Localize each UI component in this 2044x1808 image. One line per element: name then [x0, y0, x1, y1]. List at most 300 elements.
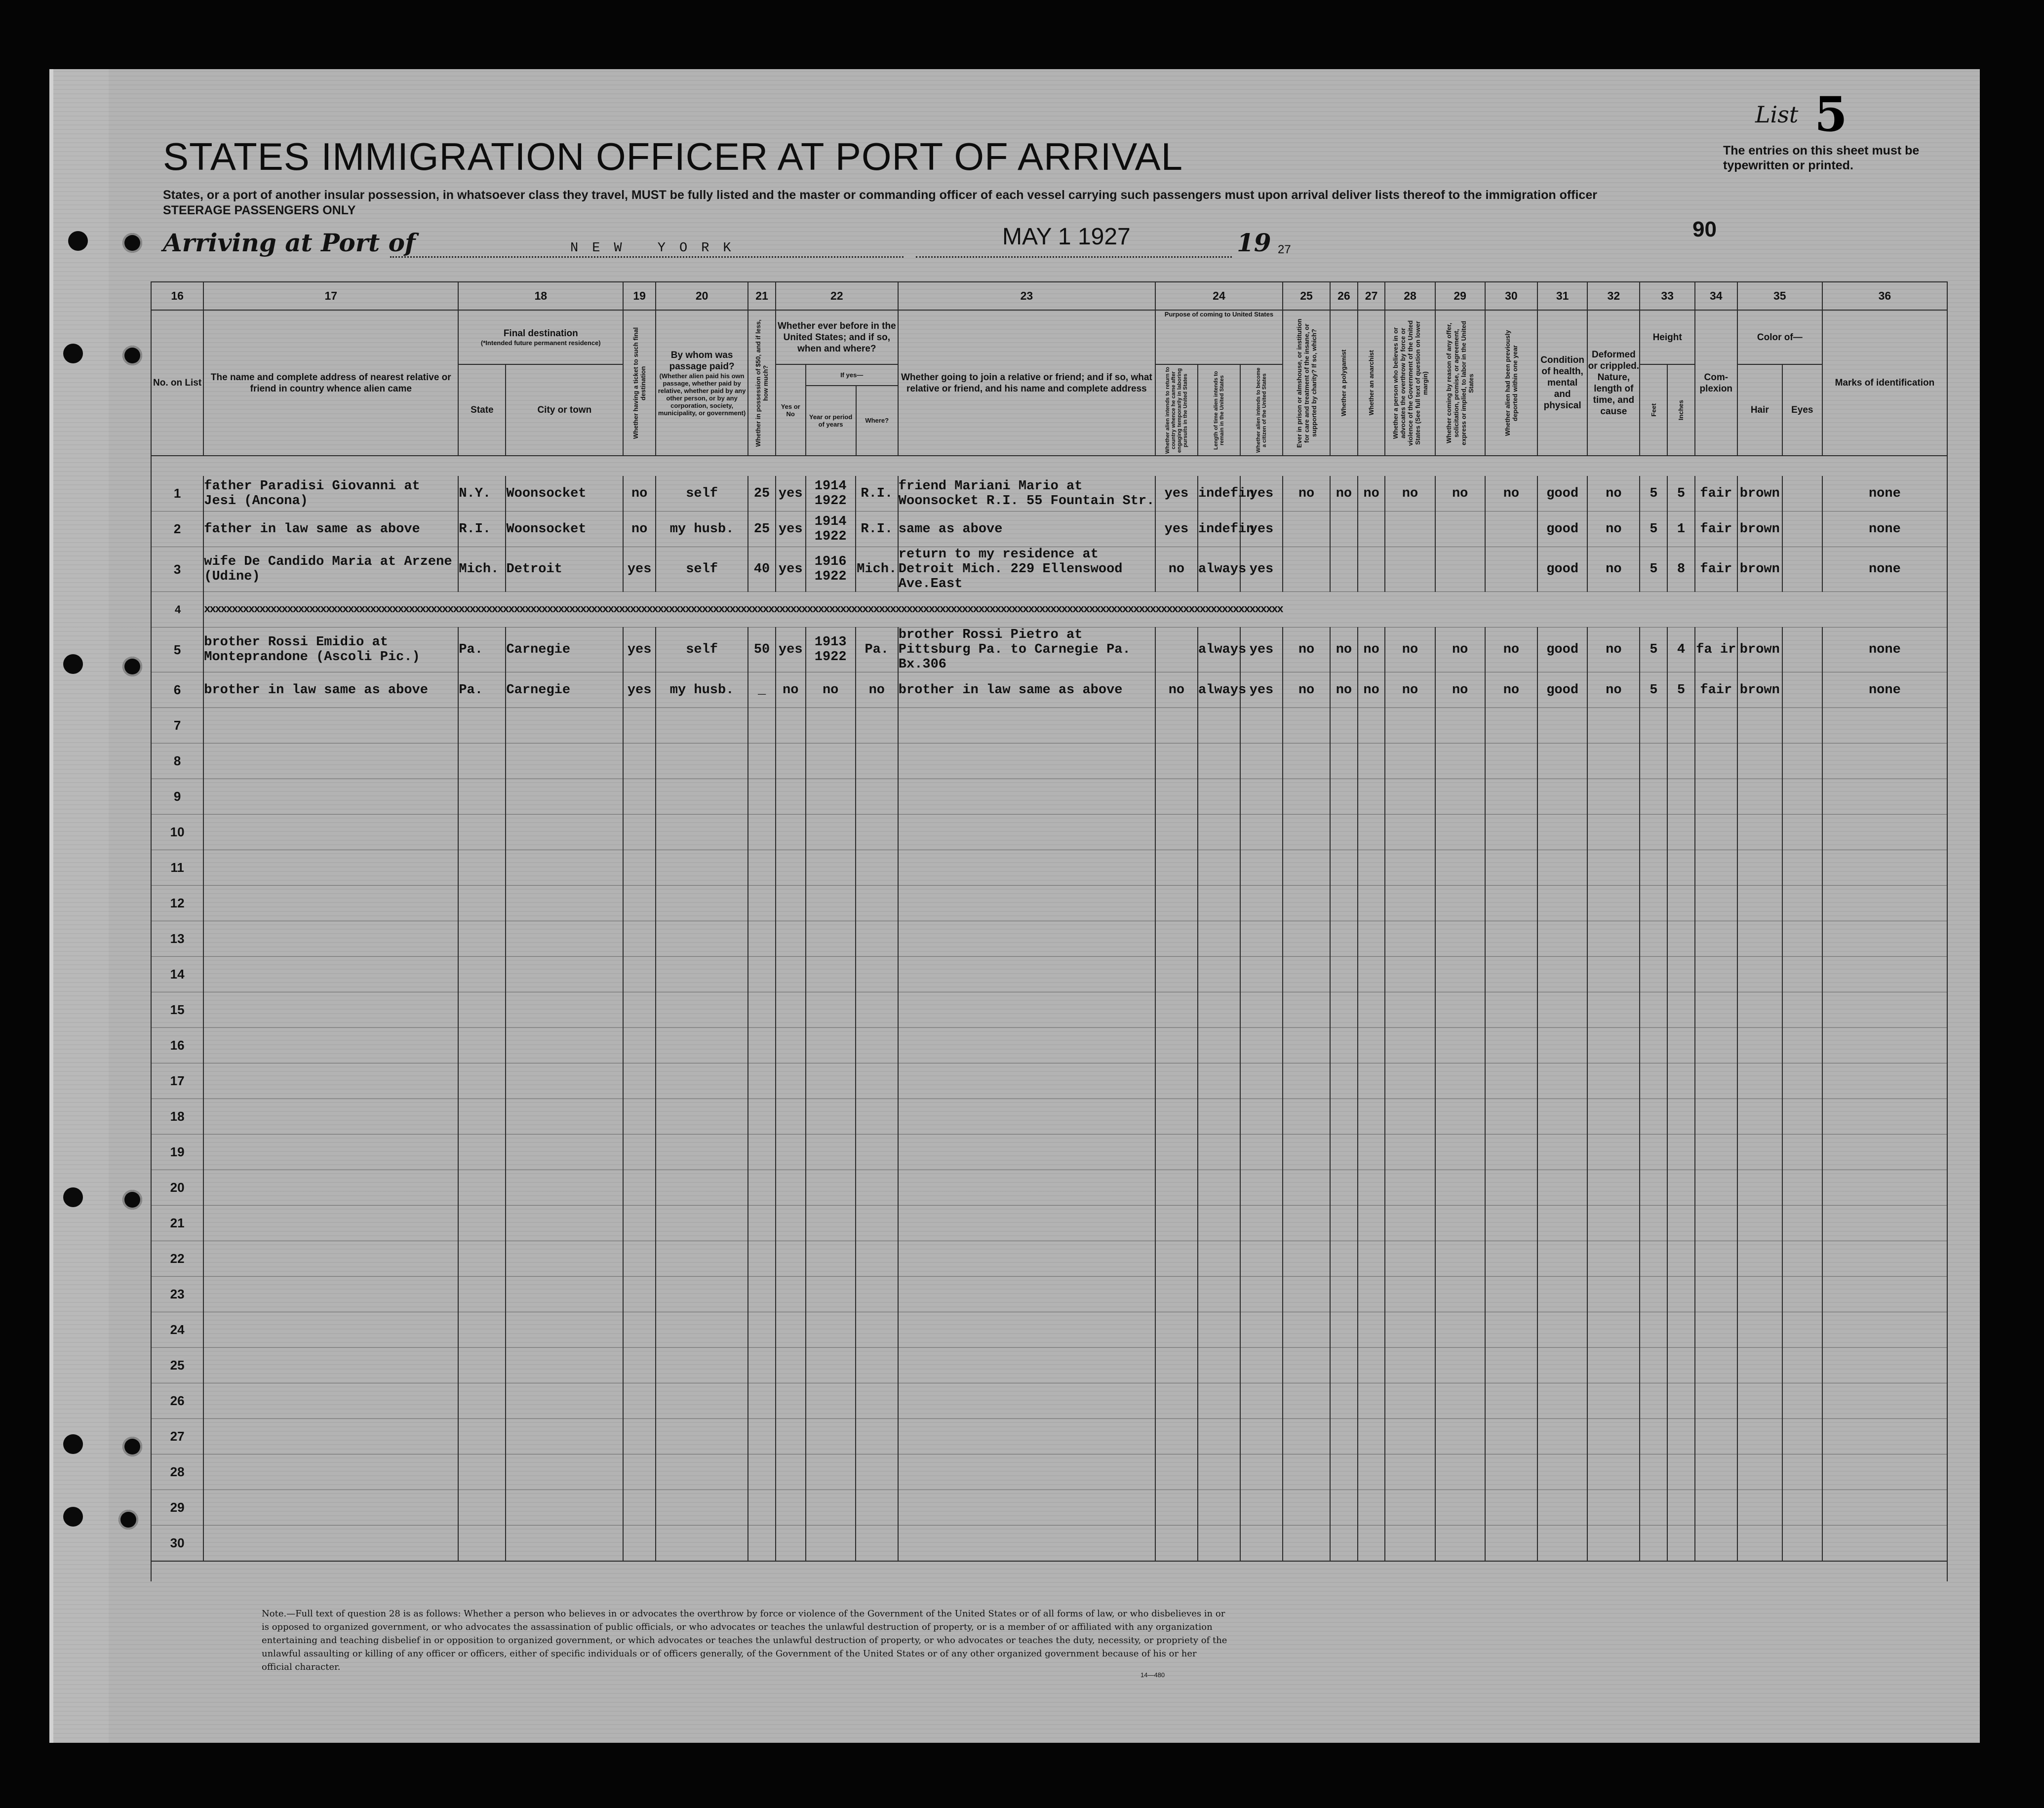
empty-cell	[1198, 744, 1240, 779]
cell-inches: 8	[1667, 547, 1695, 592]
empty-cell	[1155, 1170, 1198, 1206]
empty-cell	[623, 744, 656, 779]
empty-cell	[748, 1099, 776, 1135]
empty-cell	[1587, 779, 1640, 815]
spacer-row	[151, 1561, 1947, 1581]
empty-cell	[506, 1135, 623, 1170]
empty-cell	[1435, 1063, 1485, 1099]
cell-hair: brown	[1737, 628, 1782, 672]
empty-cell	[1640, 1454, 1667, 1490]
header-purpose-b	[1198, 364, 1240, 456]
empty-cell	[1822, 992, 1947, 1028]
empty-cell	[1283, 850, 1330, 886]
cell-money: 40	[748, 547, 776, 592]
empty-cell	[1283, 992, 1330, 1028]
empty-cell	[203, 886, 458, 921]
empty-cell	[1537, 1170, 1587, 1206]
empty-cell	[623, 1419, 656, 1454]
table-row	[151, 511, 1947, 547]
empty-row	[151, 1170, 1947, 1206]
cell-eyes	[1782, 476, 1822, 511]
empty-cell	[656, 1277, 748, 1312]
empty-cell	[1283, 921, 1330, 957]
empty-cell	[1358, 744, 1385, 779]
empty-cell	[856, 886, 898, 921]
empty-cell	[1155, 1241, 1198, 1277]
cell-anarchist	[1358, 547, 1385, 592]
cell-no: 20	[151, 1170, 203, 1206]
empty-cell	[1385, 1383, 1435, 1419]
header-possession-label: Whether in possession of $50, and if less, how much?	[754, 319, 770, 447]
column-number: 27	[1358, 282, 1385, 310]
empty-cell	[1587, 1419, 1640, 1454]
cell-inches: 5	[1667, 672, 1695, 708]
empty-cell	[806, 1170, 856, 1206]
empty-cell	[1435, 1348, 1485, 1383]
header-joining: Whether going to join a relative or friend; and if so, what relative or friend, and his name and complete address	[898, 310, 1155, 456]
list-label: List	[1755, 101, 1799, 128]
empty-cell	[1330, 744, 1358, 779]
empty-row	[151, 992, 1947, 1028]
empty-cell	[1782, 1348, 1822, 1383]
empty-cell	[1358, 992, 1385, 1028]
empty-cell	[1667, 1383, 1695, 1419]
cell-passage-paid: my husb.	[656, 672, 748, 708]
header-q28	[1385, 310, 1435, 456]
empty-cell	[1695, 1170, 1737, 1206]
empty-cell	[1385, 815, 1435, 850]
empty-row	[151, 1348, 1947, 1383]
cell-deformed: no	[1587, 628, 1640, 672]
empty-cell	[856, 708, 898, 744]
empty-row	[151, 1135, 1947, 1170]
empty-cell	[1667, 744, 1695, 779]
empty-cell	[1240, 1241, 1283, 1277]
empty-cell	[1640, 1419, 1667, 1454]
cell-years: no	[806, 672, 856, 708]
empty-cell	[1782, 1135, 1822, 1170]
cell-city: Woonsocket	[506, 476, 623, 511]
empty-cell	[203, 1028, 458, 1063]
header-polygamist	[1330, 310, 1358, 456]
empty-cell	[898, 744, 1155, 779]
empty-cell	[1537, 850, 1587, 886]
empty-cell	[203, 744, 458, 779]
header-hair: Hair	[1737, 364, 1782, 456]
header-ticket	[623, 310, 656, 456]
header-health: Condition of health, mental and physical	[1537, 310, 1587, 456]
empty-cell	[1537, 744, 1587, 779]
cell-no: 29	[151, 1490, 203, 1526]
empty-cell	[898, 921, 1155, 957]
empty-cell	[898, 957, 1155, 992]
empty-cell	[1667, 1312, 1695, 1348]
empty-cell	[806, 1490, 856, 1526]
empty-cell	[1822, 1454, 1947, 1490]
empty-cell	[1537, 886, 1587, 921]
empty-cell	[748, 1241, 776, 1277]
empty-cell	[1330, 1063, 1358, 1099]
empty-cell	[1640, 1028, 1667, 1063]
empty-cell	[776, 1063, 806, 1099]
empty-cell	[776, 1135, 806, 1170]
empty-cell	[806, 992, 856, 1028]
cell-no: 22	[151, 1241, 203, 1277]
empty-cell	[1587, 708, 1640, 744]
empty-cell	[1667, 1206, 1695, 1241]
empty-cell	[1385, 1170, 1435, 1206]
cell-passage-paid: self	[656, 628, 748, 672]
cell-ever-before: no	[776, 672, 806, 708]
empty-cell	[1155, 957, 1198, 992]
empty-cell	[1240, 1490, 1283, 1526]
empty-cell	[1198, 1099, 1240, 1135]
empty-cell	[1198, 779, 1240, 815]
empty-cell	[1667, 1490, 1695, 1526]
cell-city: Detroit	[506, 547, 623, 592]
empty-cell	[776, 992, 806, 1028]
empty-cell	[806, 1063, 856, 1099]
column-number: 34	[1695, 282, 1737, 310]
empty-cell	[1198, 850, 1240, 886]
empty-cell	[1330, 708, 1358, 744]
empty-cell	[1695, 1348, 1737, 1383]
empty-cell	[748, 1383, 776, 1419]
empty-cell	[1587, 1206, 1640, 1241]
empty-cell	[748, 992, 776, 1028]
empty-cell	[506, 1277, 623, 1312]
cell-no: 19	[151, 1135, 203, 1170]
empty-cell	[1330, 1028, 1358, 1063]
empty-cell	[1695, 815, 1737, 850]
empty-cell	[748, 1277, 776, 1312]
cell-eyes	[1782, 672, 1822, 708]
empty-cell	[1330, 1348, 1358, 1383]
empty-cell	[1240, 886, 1283, 921]
empty-cell	[1822, 815, 1947, 850]
empty-cell	[1435, 1135, 1485, 1170]
empty-cell	[203, 1135, 458, 1170]
empty-cell	[1822, 921, 1947, 957]
empty-cell	[623, 1135, 656, 1170]
empty-cell	[1155, 1063, 1198, 1099]
cell-purpose-a	[1155, 628, 1198, 672]
empty-cell	[856, 1241, 898, 1277]
empty-cell	[748, 957, 776, 992]
empty-cell	[1385, 1490, 1435, 1526]
empty-cell	[656, 1170, 748, 1206]
empty-cell	[458, 1135, 506, 1170]
empty-cell	[1782, 1063, 1822, 1099]
empty-cell	[1155, 850, 1198, 886]
empty-cell	[1485, 1170, 1537, 1206]
empty-cell	[806, 921, 856, 957]
header-inches	[1667, 364, 1695, 456]
empty-cell	[1667, 1099, 1695, 1135]
empty-cell	[458, 850, 506, 886]
empty-cell	[898, 1028, 1155, 1063]
empty-cell	[856, 921, 898, 957]
cell-no: 2	[151, 511, 203, 547]
header-city: City or town	[506, 364, 623, 456]
empty-row	[151, 744, 1947, 779]
empty-cell	[506, 850, 623, 886]
empty-cell	[1782, 1099, 1822, 1135]
empty-cell	[203, 1206, 458, 1241]
empty-cell	[1385, 1063, 1435, 1099]
empty-cell	[1695, 1063, 1737, 1099]
empty-cell	[898, 1206, 1155, 1241]
empty-cell	[1283, 1526, 1330, 1562]
cell-health: good	[1537, 672, 1587, 708]
empty-cell	[1695, 1490, 1737, 1526]
empty-cell	[1822, 779, 1947, 815]
empty-cell	[1587, 1348, 1640, 1383]
cell-no: 14	[151, 957, 203, 992]
empty-cell	[1782, 708, 1822, 744]
empty-cell	[656, 1063, 748, 1099]
empty-cell	[1695, 1241, 1737, 1277]
empty-cell	[1240, 1348, 1283, 1383]
cell-purpose-c: yes	[1240, 628, 1283, 672]
empty-cell	[1640, 744, 1667, 779]
header-q28-label: Whether a person who believes in or advocates the overthrow by force or violence of the Government of the United States (See full text of question on lower margin)	[1391, 320, 1429, 446]
cell-state: Pa.	[458, 672, 506, 708]
cell-marks: none	[1822, 628, 1947, 672]
empty-cell	[1198, 1348, 1240, 1383]
empty-cell	[1737, 992, 1782, 1028]
header-inches-label: Inches	[1677, 399, 1685, 421]
empty-cell	[623, 1206, 656, 1241]
empty-cell	[1822, 744, 1947, 779]
empty-cell	[856, 779, 898, 815]
cell-ticket: no	[623, 511, 656, 547]
empty-cell	[506, 1419, 623, 1454]
cell-where: Pa.	[856, 628, 898, 672]
empty-cell	[1155, 1312, 1198, 1348]
empty-cell	[1385, 850, 1435, 886]
empty-cell	[1587, 1526, 1640, 1562]
empty-cell	[1330, 1277, 1358, 1312]
empty-cell	[623, 1348, 656, 1383]
empty-cell	[1330, 1419, 1358, 1454]
empty-cell	[458, 1277, 506, 1312]
column-number: 24	[1155, 282, 1283, 310]
cell-marks: none	[1822, 476, 1947, 511]
cell-complexion: fa ir	[1695, 628, 1737, 672]
empty-cell	[203, 708, 458, 744]
empty-cell	[1737, 921, 1782, 957]
empty-cell	[806, 1526, 856, 1562]
empty-cell	[1240, 1135, 1283, 1170]
empty-cell	[458, 1348, 506, 1383]
empty-cell	[1155, 921, 1198, 957]
empty-cell	[776, 1419, 806, 1454]
empty-cell	[656, 1526, 748, 1562]
empty-cell	[898, 1170, 1155, 1206]
header-yes-or-no: Yes or No	[776, 364, 806, 456]
empty-cell	[623, 1526, 656, 1562]
empty-cell	[1155, 992, 1198, 1028]
empty-cell	[748, 815, 776, 850]
empty-cell	[506, 1170, 623, 1206]
empty-cell	[506, 779, 623, 815]
cell-q29: no	[1435, 672, 1485, 708]
empty-cell	[856, 1028, 898, 1063]
table-row	[151, 672, 1947, 708]
empty-cell	[203, 1241, 458, 1277]
table-row	[151, 476, 1947, 511]
empty-cell	[1330, 1454, 1358, 1490]
empty-cell	[1198, 921, 1240, 957]
empty-cell	[1667, 1170, 1695, 1206]
empty-cell	[458, 886, 506, 921]
empty-cell	[1587, 1063, 1640, 1099]
cell-complexion: fair	[1695, 547, 1737, 592]
empty-cell	[776, 921, 806, 957]
empty-cell	[1640, 957, 1667, 992]
cell-anarchist: no	[1358, 476, 1385, 511]
empty-cell	[1737, 1419, 1782, 1454]
entries-note: The entries on this sheet must be typewritten or printed.	[1723, 144, 1920, 172]
empty-cell	[898, 992, 1155, 1028]
empty-cell	[623, 779, 656, 815]
empty-cell	[1240, 1312, 1283, 1348]
header-prison-label: Ever in prison or almshouse, or institution for care and treatment of the insane, or supported by charity? If so, which?	[1295, 318, 1318, 448]
empty-cell	[806, 815, 856, 850]
cell-no: 3	[151, 547, 203, 592]
empty-cell	[1358, 1348, 1385, 1383]
cell-feet: 5	[1640, 547, 1667, 592]
empty-cell	[1385, 1312, 1435, 1348]
cell-no: 16	[151, 1028, 203, 1063]
empty-cell	[1537, 708, 1587, 744]
empty-cell	[1537, 992, 1587, 1028]
empty-cell	[1240, 779, 1283, 815]
empty-row	[151, 1490, 1947, 1526]
empty-cell	[458, 744, 506, 779]
empty-cell	[1587, 1028, 1640, 1063]
empty-cell	[1283, 779, 1330, 815]
empty-cell	[203, 957, 458, 992]
empty-cell	[1435, 921, 1485, 957]
empty-cell	[1822, 1383, 1947, 1419]
empty-cell	[1822, 1063, 1947, 1099]
header-complexion: Com-plexion	[1695, 310, 1737, 456]
empty-cell	[1435, 1419, 1485, 1454]
empty-cell	[1587, 1170, 1640, 1206]
empty-cell	[203, 1099, 458, 1135]
empty-cell	[506, 708, 623, 744]
cell-no: 17	[151, 1063, 203, 1099]
cell-polygamist	[1330, 511, 1358, 547]
empty-cell	[1283, 1490, 1330, 1526]
empty-cell	[1435, 1312, 1485, 1348]
empty-cell	[458, 1490, 506, 1526]
empty-cell	[1358, 1526, 1385, 1562]
empty-cell	[1822, 886, 1947, 921]
empty-cell	[458, 1526, 506, 1562]
cell-q28	[1385, 511, 1435, 547]
empty-cell	[1240, 1419, 1283, 1454]
cell-relative: father Paradisi Giovanni at Jesi (Ancona)	[203, 476, 458, 511]
empty-cell	[656, 1419, 748, 1454]
empty-cell	[1782, 1277, 1822, 1312]
empty-cell	[1782, 815, 1822, 850]
empty-cell	[1358, 1135, 1385, 1170]
empty-cell	[1782, 1526, 1822, 1562]
empty-cell	[1330, 850, 1358, 886]
table-row	[151, 547, 1947, 592]
empty-cell	[203, 1277, 458, 1312]
spacer-cell	[151, 1561, 1947, 1581]
empty-cell	[623, 1383, 656, 1419]
empty-cell	[1435, 744, 1485, 779]
empty-cell	[1667, 921, 1695, 957]
empty-cell	[1822, 1241, 1947, 1277]
empty-cell	[1155, 708, 1198, 744]
empty-cell	[806, 1348, 856, 1383]
table-row	[151, 628, 1947, 672]
header-q30	[1485, 310, 1537, 456]
port-value: NEW YORK	[570, 241, 745, 256]
empty-cell	[1330, 1099, 1358, 1135]
empty-cell	[506, 744, 623, 779]
empty-cell	[1737, 957, 1782, 992]
empty-cell	[458, 1383, 506, 1419]
cell-hair: brown	[1737, 672, 1782, 708]
empty-cell	[623, 1099, 656, 1135]
empty-cell	[898, 1419, 1155, 1454]
empty-cell	[623, 708, 656, 744]
cell-polygamist	[1330, 547, 1358, 592]
empty-cell	[1385, 886, 1435, 921]
cell-purpose-c: yes	[1240, 547, 1283, 592]
date-line	[916, 256, 1232, 258]
empty-cell	[1822, 1170, 1947, 1206]
empty-cell	[1822, 957, 1947, 992]
cell-city: Carnegie	[506, 628, 623, 672]
empty-cell	[856, 850, 898, 886]
empty-cell	[1240, 1206, 1283, 1241]
empty-cell	[1537, 957, 1587, 992]
empty-cell	[623, 1063, 656, 1099]
empty-cell	[1358, 1206, 1385, 1241]
empty-cell	[806, 1206, 856, 1241]
header-possession	[748, 310, 776, 456]
empty-cell	[656, 1099, 748, 1135]
empty-cell	[856, 1526, 898, 1562]
empty-cell	[1695, 1099, 1737, 1135]
empty-cell	[1537, 1526, 1587, 1562]
empty-cell	[1782, 850, 1822, 886]
empty-cell	[1737, 1206, 1782, 1241]
header-final-destination-label: Final destination	[503, 328, 578, 339]
empty-cell	[1240, 744, 1283, 779]
empty-cell	[1737, 708, 1782, 744]
empty-cell	[1330, 1312, 1358, 1348]
empty-row	[151, 850, 1947, 886]
cell-health: good	[1537, 547, 1587, 592]
empty-cell	[1822, 1028, 1947, 1063]
cell-deformed: no	[1587, 672, 1640, 708]
binder-hole	[122, 233, 142, 253]
binder-hole	[118, 1510, 138, 1530]
empty-row	[151, 1383, 1947, 1419]
empty-cell	[1640, 815, 1667, 850]
cell-no: 18	[151, 1099, 203, 1135]
cell-where: no	[856, 672, 898, 708]
